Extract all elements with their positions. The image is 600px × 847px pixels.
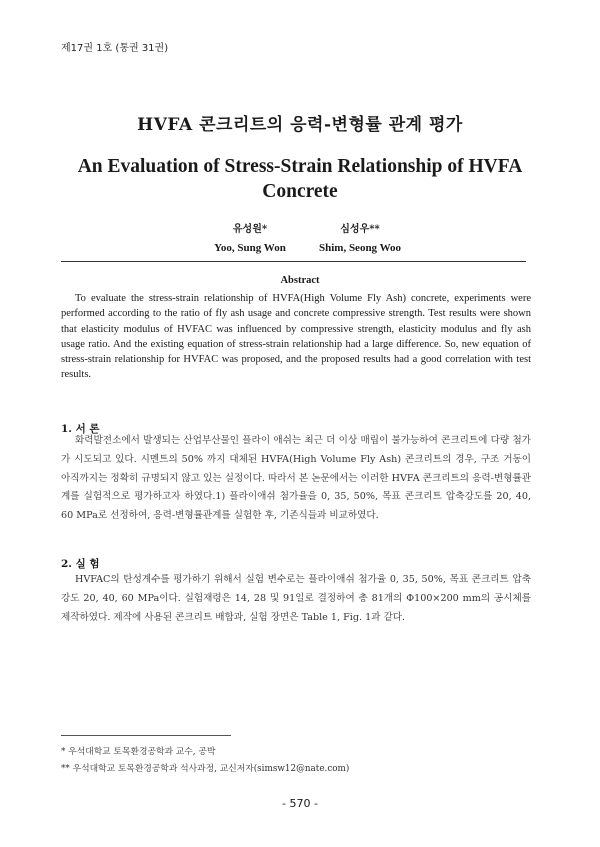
author-2-name-en: Shim, Seong Woo	[318, 242, 402, 254]
section-1-heading: 1. 서 론	[61, 423, 100, 435]
section-2-text: HVFAC의 탄성계수를 평가하기 위해서 실험 변수로는 플라이애쉬 첨가율 0, 35, 50%, 목표 콘크리트 압축강도 20, 40, 60 MPa이다. 실험재령은 14, 28 및 91일로 결정하여 총 81개의 Φ100×200 mm의 공시체를 제작하였다. 제작에 사용된 콘크리트 배합과, 실험 장면은 Table 1, Fig. 1과 같다.	[61, 574, 531, 623]
page-number: - 570 -	[282, 797, 318, 810]
footnote-1: * 우석대학교 토목환경공학과 교수, 공박	[61, 747, 216, 757]
title-korean: HVFA 콘크리트의 응력-변형률 관계 평가	[137, 115, 463, 135]
abstract-text: To evaluate the stress-strain relationship of HVFA(High Volume Fly Ash) concrete, experiments were performed according to the ratio of fly ash usage and concrete compressive strength. Test results were shown that elasticity modulus of HVFAC was influenced by compressive strength, elasticity modulus and fly ash usage ratio. And the existing equation of stress-strain relationship had a large difference. So, new equation of stress-strain relationship for HVFAC was proposed, and the proposed results had a good correlation with test results.	[61, 293, 531, 381]
author-1-name-ko: 유성원*	[232, 224, 268, 235]
author-2	[300, 221, 420, 257]
abstract-heading: Abstract	[280, 275, 320, 286]
section-2-heading: 2. 실 험	[61, 558, 100, 570]
author-1	[190, 221, 310, 257]
author-1-name-en: Yoo, Sung Won	[214, 242, 286, 254]
footnote-divider	[61, 735, 231, 736]
author-2-name-ko: 심성우**	[340, 224, 380, 235]
title-english: An Evaluation of Stress-Strain Relationship of HVFA Concrete	[77, 156, 523, 202]
divider-line	[61, 261, 526, 262]
footnote-2: ** 우석대학교 토목환경공학과 석사과정, 교신저자(simsw12@nate.com)	[61, 764, 350, 774]
journal-volume-header: 제17권 1호 (통권 31권)	[61, 43, 169, 54]
section-1-text: 화력발전소에서 발생되는 산업부산물인 플라이 애쉬는 최근 더 이상 매립이 불가능하여 콘크리트에 다량 첨가가 시도되고 있다. 시멘트의 50% 까지 대체된 HVFA(High Volume Fly Ash) 콘크리트의 경우, 구조 거동이 아직까지는 정확히 규명되지 않고 있는 실정이다. 따라서 본 논문에서는 이러한 HVFA 콘크리트의 응력-변형률관계를 실험적으로 평가하고자 하였다.1) 플라이애쉬 첨가율을 0, 35, 50%, 목표 콘크리트 압축강도를 20, 40, 60 MPa로 선정하여, 응력-변형률관계를 실험한 후, 기존식들과 비교하였다.	[61, 435, 531, 522]
